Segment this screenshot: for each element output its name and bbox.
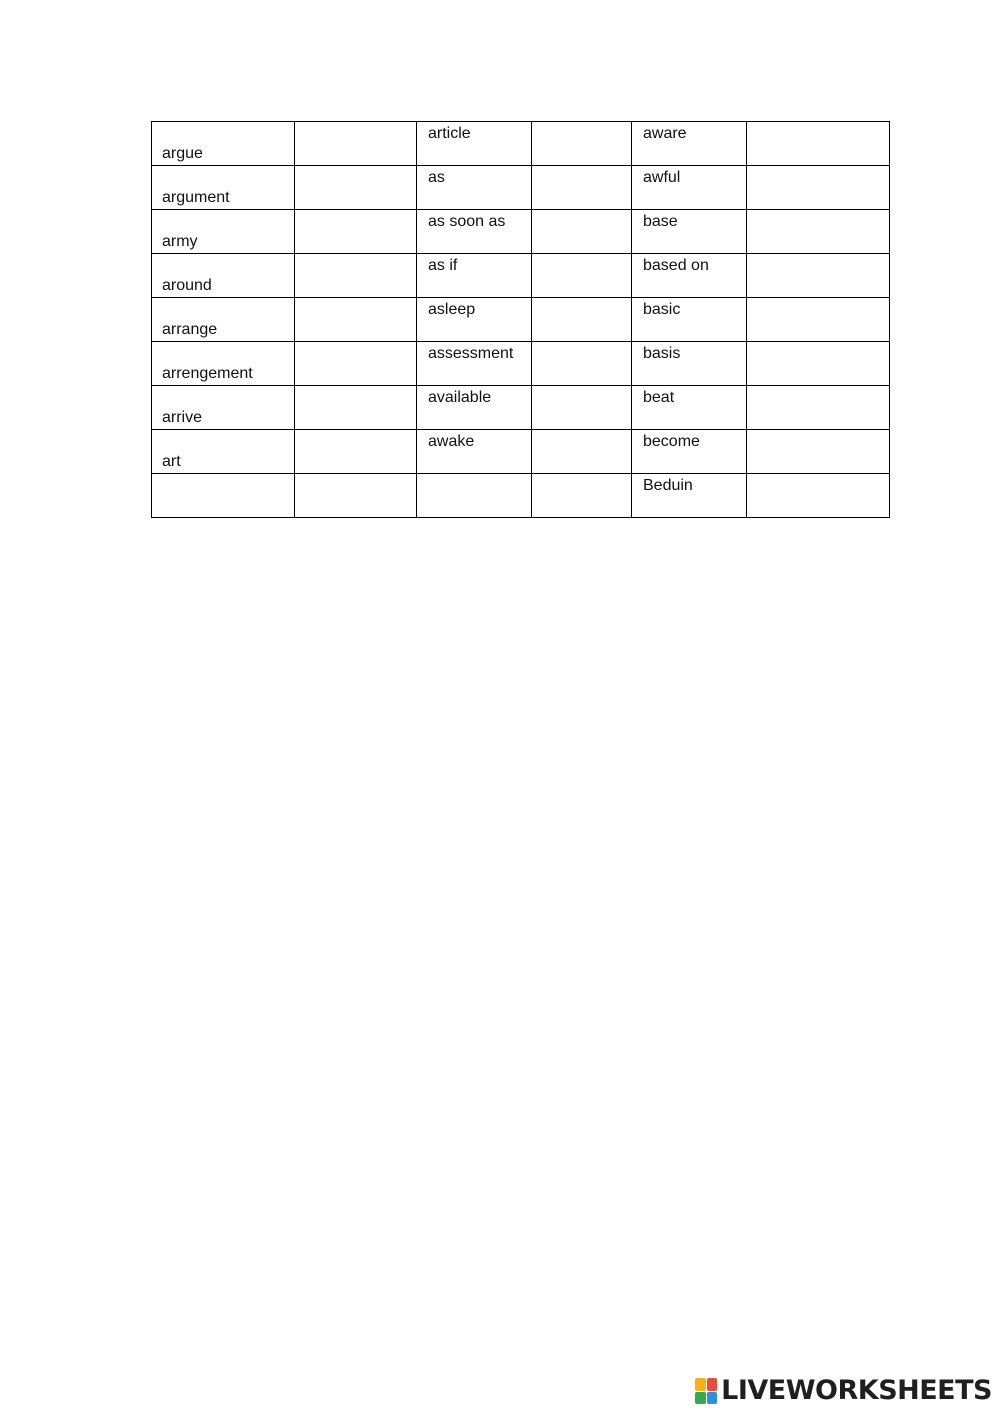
vocabulary-word: awful	[643, 169, 681, 186]
answer-cell[interactable]	[295, 166, 417, 210]
word-cell	[417, 386, 532, 430]
word-cell	[152, 474, 295, 518]
vocabulary-word: army	[162, 233, 198, 250]
word-cell	[152, 254, 295, 298]
vocabulary-word: awake	[428, 433, 475, 450]
word-cell	[152, 342, 295, 386]
vocabulary-word: argument	[162, 189, 230, 206]
vocabulary-word: base	[643, 213, 678, 230]
logo-square	[707, 1378, 718, 1391]
word-cell	[417, 254, 532, 298]
word-cell	[417, 122, 532, 166]
vocabulary-word: art	[162, 453, 181, 470]
answer-cell[interactable]	[295, 430, 417, 474]
vocabulary-word: basis	[643, 345, 681, 362]
answer-cell[interactable]	[295, 254, 417, 298]
vocabulary-word: arrive	[162, 409, 203, 426]
word-cell	[152, 166, 295, 210]
table-row	[152, 254, 890, 298]
answer-cell[interactable]	[532, 386, 632, 430]
answer-cell[interactable]	[747, 166, 890, 210]
vocabulary-word: arrange	[162, 321, 218, 338]
vocabulary-word: basic	[643, 301, 681, 318]
word-cell	[417, 342, 532, 386]
word-cell	[632, 474, 747, 518]
answer-cell[interactable]	[532, 254, 632, 298]
word-cell	[417, 166, 532, 210]
answer-cell[interactable]	[295, 386, 417, 430]
answer-cell[interactable]	[295, 122, 417, 166]
answer-cell[interactable]	[532, 342, 632, 386]
vocabulary-word: assessment	[428, 345, 514, 362]
word-cell	[632, 342, 747, 386]
vocabulary-word: Beduin	[643, 477, 693, 494]
vocabulary-word: asleep	[428, 301, 476, 318]
word-cell	[417, 474, 532, 518]
vocabulary-word: beat	[643, 389, 675, 406]
word-cell	[152, 386, 295, 430]
answer-cell[interactable]	[747, 474, 890, 518]
logo-square	[707, 1392, 718, 1405]
answer-cell[interactable]	[532, 430, 632, 474]
vocabulary-word: around	[162, 277, 212, 294]
table-row	[152, 430, 890, 474]
table-row	[152, 298, 890, 342]
table-row	[152, 342, 890, 386]
vocabulary-word: article	[428, 125, 471, 142]
answer-cell[interactable]	[747, 298, 890, 342]
answer-cell[interactable]	[295, 342, 417, 386]
answer-cell[interactable]	[532, 298, 632, 342]
answer-cell[interactable]	[532, 474, 632, 518]
word-cell	[152, 122, 295, 166]
vocabulary-word: argue	[162, 145, 203, 162]
vocabulary-word: as if	[428, 257, 458, 274]
logo-square	[695, 1378, 706, 1391]
vocabulary-word: arrengement	[162, 365, 253, 382]
word-cell	[632, 298, 747, 342]
answer-cell[interactable]	[295, 210, 417, 254]
table-row	[152, 474, 890, 518]
word-cell	[632, 210, 747, 254]
vocabulary-table	[151, 121, 890, 518]
table-row	[152, 166, 890, 210]
answer-cell[interactable]	[532, 210, 632, 254]
word-cell	[632, 254, 747, 298]
word-cell	[417, 430, 532, 474]
table-row	[152, 122, 890, 166]
answer-cell[interactable]	[747, 210, 890, 254]
vocabulary-word: as soon as	[428, 213, 506, 230]
liveworksheets-logo	[695, 1377, 992, 1405]
word-cell	[152, 210, 295, 254]
answer-cell[interactable]	[295, 298, 417, 342]
vocabulary-word: available	[428, 389, 492, 406]
word-cell	[632, 122, 747, 166]
brand-name: LIVEWORKSHEETS	[721, 1375, 992, 1406]
answer-cell[interactable]	[295, 474, 417, 518]
liveworksheets-logo-icon	[695, 1378, 717, 1404]
answer-cell[interactable]	[532, 122, 632, 166]
word-cell	[152, 430, 295, 474]
table-body	[152, 122, 890, 518]
word-cell	[152, 298, 295, 342]
word-cell	[632, 430, 747, 474]
answer-cell[interactable]	[532, 166, 632, 210]
answer-cell[interactable]	[747, 386, 890, 430]
word-cell	[417, 210, 532, 254]
word-cell	[417, 298, 532, 342]
word-cell	[632, 166, 747, 210]
vocabulary-word: as	[428, 169, 445, 186]
vocabulary-word: become	[643, 433, 700, 450]
word-cell	[632, 386, 747, 430]
table-row	[152, 386, 890, 430]
answer-cell[interactable]	[747, 430, 890, 474]
vocabulary-word: based on	[643, 257, 709, 274]
logo-square	[695, 1392, 706, 1405]
answer-cell[interactable]	[747, 254, 890, 298]
vocabulary-word: aware	[643, 125, 687, 142]
answer-cell[interactable]	[747, 122, 890, 166]
answer-cell[interactable]	[747, 342, 890, 386]
table-row	[152, 210, 890, 254]
